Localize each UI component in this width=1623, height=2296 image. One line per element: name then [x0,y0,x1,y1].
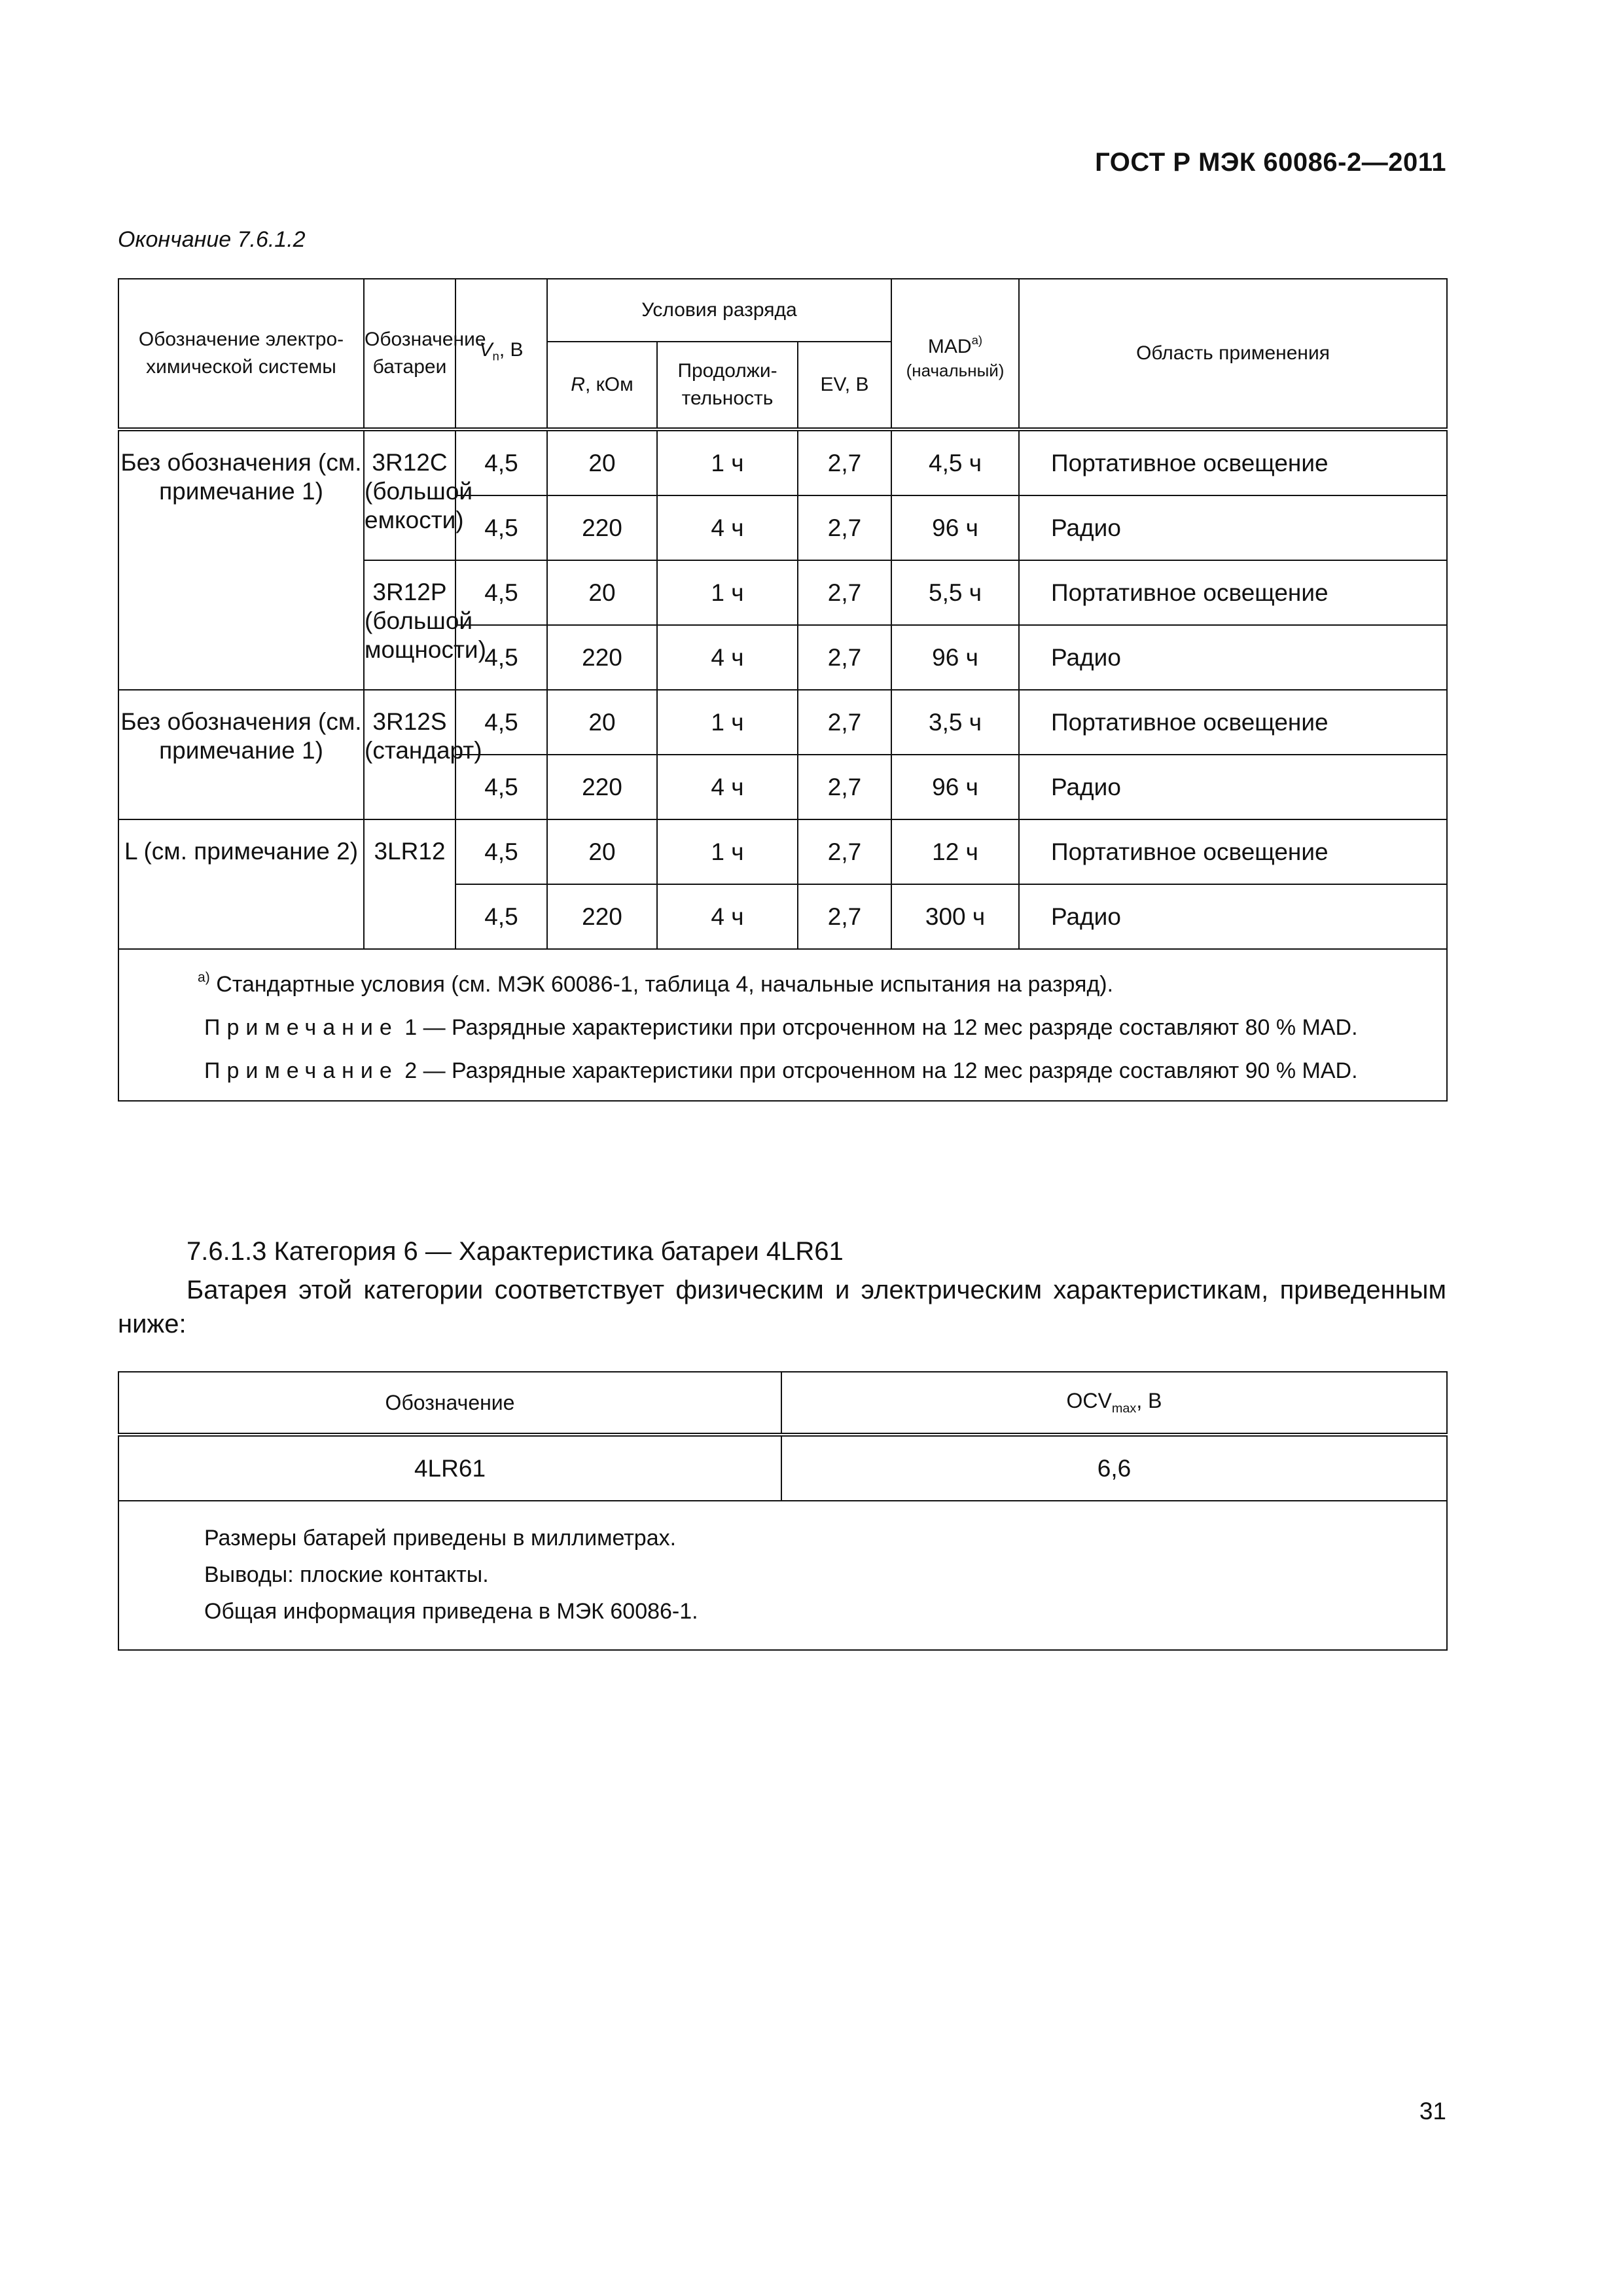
ev-cell: 2,7 [798,429,891,495]
duration-cell: 4 ч [657,495,798,560]
system-cell: L (см. примечание 2) [118,819,364,949]
header-mad: MAD$^{a)}$ (начальный) [891,279,1019,429]
header-designation: Обозначение [118,1372,781,1435]
duration-cell: 1 ч [657,429,798,495]
duration-cell: 1 ч [657,819,798,884]
application-cell: Радио [1019,884,1447,949]
section-paragraph: Батарея этой категории соответствует физическим и электрическим характеристикам, приведенным ниже: [118,1276,1446,1338]
battery-cell: 3LR12 [364,819,455,949]
r-cell: 20 [547,819,657,884]
duration-cell: 1 ч [657,560,798,625]
header-ev: EV, В [798,342,891,429]
application-cell: Радио [1019,755,1447,819]
vn-cell: 4,5 [455,690,547,755]
designation-value: 4LR61 [118,1435,781,1501]
header-conditions: Условия разряда [547,279,891,342]
table-notes [118,949,1447,1101]
header-application: Область применения [1019,279,1447,429]
header-ocv: $OCV_{max}$, В [781,1372,1447,1435]
application-cell: Радио [1019,495,1447,560]
footnote-a: $^{a)}$ Стандартные условия (см. МЭК 60086-1, таблица 4, начальные испытания на разряд). [198,970,1114,997]
r-cell: 220 [547,755,657,819]
vn-cell: 4,5 [455,560,547,625]
r-cell: 220 [547,884,657,949]
application-cell: Портативное освещение [1019,819,1447,884]
r-cell: 220 [547,495,657,560]
ev-cell: 2,7 [798,495,891,560]
duration-cell: 1 ч [657,690,798,755]
application-cell: Портативное освещение [1019,690,1447,755]
vn-cell: 4,5 [455,884,547,949]
r-cell: 20 [547,560,657,625]
table-continuation-caption: Окончание 7.6.1.2 [118,227,306,252]
battery-cell: 3R12S (стандарт) [364,690,455,819]
ocv-note-3: Общая информация приведена в МЭК 60086-1. [204,1599,698,1624]
ocv-notes [118,1501,1447,1650]
vn-cell: 4,5 [455,819,547,884]
document-id: ГОСТ Р МЭК 60086-2—2011 [1095,148,1446,177]
mad-cell: 3,5 ч [891,690,1019,755]
note-2: Примечание 2 — Разрядные характеристики при отсроченном на 12 мес разряде составляют 90 % MAD. [204,1058,1358,1083]
ev-cell: 2,7 [798,625,891,690]
header-vn: $V_n$, В [455,279,547,429]
vn-cell: 4,5 [455,755,547,819]
ocv-note-1: Размеры батарей приведены в миллиметрах. [204,1526,677,1551]
application-cell: Портативное освещение [1019,560,1447,625]
note-1: Примечание 1 — Разрядные характеристики при отсроченном на 12 мес разряде составляют 80 % MAD. [204,1014,1358,1040]
ocv-note-2: Выводы: плоские контакты. [204,1562,489,1587]
header-duration: Продолжи-тельность [657,342,798,429]
vn-cell: 4,5 [455,429,547,495]
ocv-table [118,1371,1448,1651]
ev-cell: 2,7 [798,560,891,625]
duration-cell: 4 ч [657,755,798,819]
application-cell: Портативное освещение [1019,429,1447,495]
application-cell: Радио [1019,625,1447,690]
mad-cell: 96 ч [891,755,1019,819]
ocv-value: 6,6 [781,1435,1447,1501]
battery-cell: 3R12C (большой емкости) [364,429,455,560]
section-heading: 7.6.1.3 Категория 6 — Характеристика батареи 4LR61 [187,1237,844,1266]
r-cell: 220 [547,625,657,690]
mad-cell: 12 ч [891,819,1019,884]
mad-cell: 5,5 ч [891,560,1019,625]
mad-cell: 96 ч [891,625,1019,690]
vn-cell: 4,5 [455,495,547,560]
header-system: Обозначение электро-химической системы [118,279,364,429]
mad-cell: 4,5 ч [891,429,1019,495]
system-cell: Без обозначения (см. примечание 1) [118,690,364,819]
duration-cell: 4 ч [657,884,798,949]
vn-cell: 4,5 [455,625,547,690]
system-cell: Без обозначения (см. примечание 1) [118,429,364,690]
r-cell: 20 [547,690,657,755]
mad-cell: 96 ч [891,495,1019,560]
mad-cell: 300 ч [891,884,1019,949]
table-row [118,819,1447,884]
table-row [118,429,1447,495]
discharge-table [118,278,1448,1102]
page-number: 31 [1419,2098,1446,2125]
battery-cell: 3R12P (большой мощности) [364,560,455,690]
header-r: R, кОм [547,342,657,429]
ev-cell: 2,7 [798,884,891,949]
ev-cell: 2,7 [798,690,891,755]
table-row [118,690,1447,755]
ev-cell: 2,7 [798,755,891,819]
r-cell: 20 [547,429,657,495]
header-battery: Обозначение батареи [364,279,455,429]
duration-cell: 4 ч [657,625,798,690]
discharge-table-body [118,429,1447,949]
ev-cell: 2,7 [798,819,891,884]
